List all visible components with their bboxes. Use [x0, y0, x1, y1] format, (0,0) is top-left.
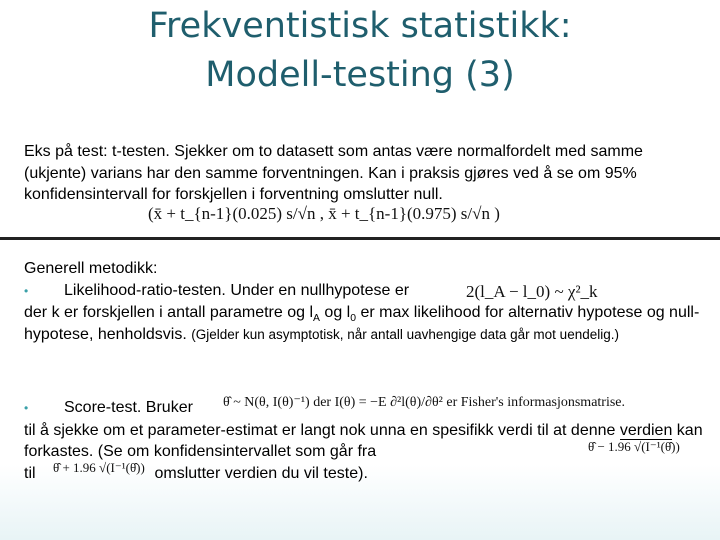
- likelihood-ratio-formula-text: 2(l_A − l_0) ~ χ²_k: [466, 282, 598, 301]
- score-text-b: kan forkastes. (Se om konfidensintervallet som går fra: [24, 421, 703, 460]
- example-paragraph: Eks på test: t-testen. Sjekker om to datasett som antas være normalfordelt med samme (ukjente) varians har den samme forventningen. Kan i praksis gjøres ved å se om 95% konfidensintervall for forskjellen i forventning omslutter null.: [24, 143, 643, 203]
- title-line-2: Modell-testing (3): [205, 55, 515, 95]
- lr-item-continued: [24, 302, 704, 345]
- score-text-c: til: [24, 464, 36, 482]
- lr-sub-0: 0: [350, 313, 356, 325]
- confidence-interval-formula: [148, 204, 500, 224]
- method-heading: Generell metodikk:: [24, 260, 158, 277]
- ci-lower-formula: [588, 437, 680, 457]
- lr-item: [24, 280, 704, 303]
- lr-text-b: og l: [319, 304, 351, 321]
- confidence-interval-formula-text: (x̄ + t_{n-1}(0.025) s/√n , x̄ + t_{n-1}(0.975) s/√n ): [148, 204, 500, 223]
- score-formula-text: θ̂ ~ N(θ, I(θ)⁻¹) der I(θ) = −E ∂²l(θ)/∂θ² er Fisher's informasjonsmatrise.: [223, 395, 626, 410]
- ci-upper-formula: [53, 458, 145, 478]
- ci-lower-formula-text: θ̂ − 1.96 √(I⁻¹(θ̂)): [588, 439, 680, 454]
- lr-item-lead: Likelihood-ratio-testen. Under en nullhypotese er: [64, 281, 410, 299]
- ci-upper-formula-text: θ̂ + 1.96 √(I⁻¹(θ̂)): [53, 460, 145, 475]
- title-line-1: Frekventistisk statistikk:: [148, 6, 572, 46]
- bullet-icon: •: [24, 283, 29, 298]
- likelihood-ratio-formula: [466, 282, 598, 302]
- score-formula: [223, 393, 625, 413]
- lr-text-a: der k er forskjellen i antall parametre og l: [24, 304, 314, 321]
- lr-sub-a: A: [313, 313, 320, 325]
- lr-text-c: er max likelihood for alternativ hypotese og null-hypotese, henholdsvis.: [24, 304, 700, 343]
- divider-line: [0, 237, 720, 240]
- score-item-lead: Score-test. Bruker: [64, 399, 193, 416]
- score-text-a: til å sjekke om et parameter-estimat er langt nok unna en spesifikk verdi til at denne: [24, 421, 620, 439]
- method-section: [24, 258, 704, 345]
- bullet-icon: •: [24, 401, 29, 415]
- score-underlined-word: verdien: [619, 421, 673, 439]
- score-text-d: omslutter verdien du vil teste).: [154, 464, 368, 482]
- lr-note: (Gjelder kun asymptotisk, når antall uavhengige data går mot uendelig.): [191, 326, 619, 342]
- slide-title: [0, 2, 720, 100]
